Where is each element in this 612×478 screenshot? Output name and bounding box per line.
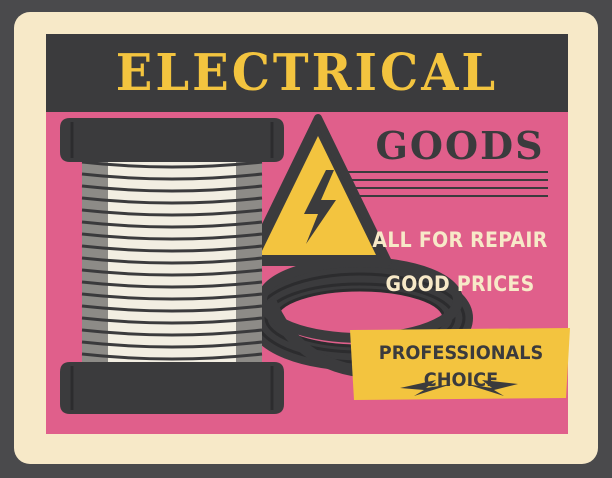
tagline-prices: GOOD PRICES bbox=[385, 272, 535, 296]
subtitle: GOODS bbox=[375, 122, 545, 168]
badge-line1: PROFESSIONALS bbox=[378, 342, 544, 364]
poster-title: ELECTRICAL bbox=[115, 43, 499, 103]
badge-text bbox=[363, 340, 558, 394]
badge-line2: CHOICE bbox=[423, 369, 499, 391]
speed-lines bbox=[330, 172, 548, 196]
wire-spool-icon bbox=[60, 118, 284, 414]
tagline-repair: ALL FOR REPAIR bbox=[372, 228, 548, 252]
